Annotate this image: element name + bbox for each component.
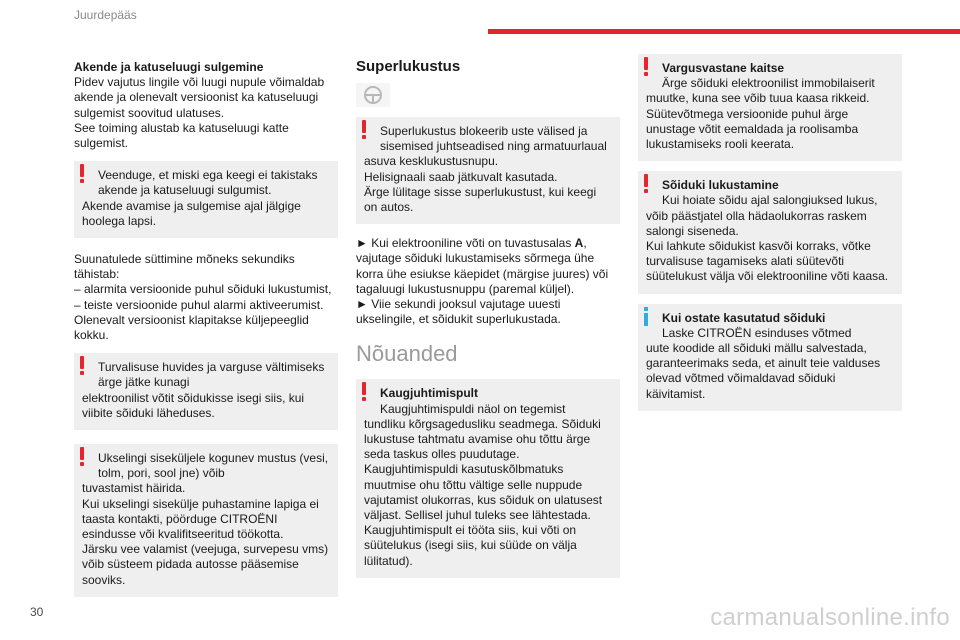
warning-box <box>356 117 620 224</box>
warning-text: Kui hoiate sõidu ajal salongiuksed lukus, <box>662 193 878 208</box>
warning-title: Kaugjuhtimispult <box>380 386 478 401</box>
intro-title: Akende ja katuseluugi sulgemine <box>74 60 264 74</box>
instruction-paragraph <box>356 236 620 327</box>
page-number: 30 <box>30 605 44 619</box>
watermark: carmanualsonline.info <box>710 604 950 631</box>
column-2 <box>356 58 620 578</box>
warning-box <box>74 444 338 597</box>
warning-text: Ukselingi siseküljele kogunev mustus (vesi, tolm, pori, sool jne) võib <box>98 451 329 481</box>
instruction-text: , vajutage sõiduki lukustamiseks sõrmega ühe korra ühe esiukse käepidet (märgise juures) või tagaluugi lukustusnuppu (paremal küljel). ► Viie sekundi jooksul vajutage uuesti ukselingile, et sõidukit superlukustada. <box>356 236 609 327</box>
info-icon <box>641 307 651 327</box>
warning-text: võib päästjatel olla hädaolukorras raskem salongi siseneda. Kui lahkute sõidukist kasvõi korraks, võtke turvalisuse tagamiseks alati süütevõti süütelukust välja või elektrooniline võti kaasa. <box>646 208 889 284</box>
steering-lock-icon <box>356 83 390 107</box>
info-title: Kui ostate kasutatud sõiduki <box>662 310 826 325</box>
info-text: Laske CITROËN esinduses võtmed <box>662 325 852 340</box>
warning-box <box>638 54 902 161</box>
warning-icon <box>359 120 369 140</box>
warning-text: Ärge sõiduki elektroonilist immobilaiserit <box>662 76 875 91</box>
header-accent-bar <box>488 29 960 34</box>
section-title-advice: Nõuanded <box>356 341 458 367</box>
warning-icon <box>641 174 651 194</box>
warning-icon <box>77 447 87 467</box>
warning-text: Kaugjuhtimispuldi näol on tegemist <box>380 401 566 416</box>
section-title: Superlukustus <box>356 58 461 75</box>
column-3 <box>638 54 902 411</box>
intro-body: Pidev vajutus lingile või luugi nupule võimaldab akende ja olenevalt versioonist ka katuseluugi sulgemist soovitud ulatuses. See toiming alustab ka katuseluugi katte sulgemist. <box>74 75 325 151</box>
warning-box <box>356 379 620 577</box>
warning-title: Sõiduki lukustamine <box>662 178 779 193</box>
zone-label: A <box>574 236 584 251</box>
warning-title: Vargusvastane kaitse <box>662 61 785 75</box>
header-title: Juurdepääs <box>74 8 137 22</box>
warning-box <box>638 171 902 293</box>
instruction-text: ► Kui elektrooniline võti on tuvastusalas <box>356 236 575 251</box>
warning-text: tundliku kõrgsagedusliku seadmega. Sõiduki lukustuse tahtmatu avamise ohu tõttu ärge seda taskus olles puudutage. Kaugjuhtimispuldi kasutuskõlbmatuks muutmise ohu tõttu vältige selle nuppude vajutamist olukorras, kus sõiduk on ulatusest väljast. Sellisel juhul tuleks see lähtestada. Kaugjuhtimispult ei tööta siis, kui võti on süütelukus (isegi siis, kui süüde on välja lülitatud). <box>364 416 603 568</box>
warning-icon <box>359 382 369 402</box>
warning-icon <box>77 356 87 376</box>
warning-text: Turvalisuse huvides ja varguse vältimiseks ärge jätke kunagi <box>98 360 325 390</box>
warning-text: Akende avamise ja sulgemise ajal jälgige hoolega lapsi. <box>82 198 301 228</box>
column-1 <box>74 60 338 597</box>
warning-box <box>74 353 338 430</box>
warning-text: tuvastamist häirida. Kui ukselingi sisekülje puhastamine lapiga ei taasta kontakti, pöörduge CITROËNI esindusse või kvalifitseeritud töökotta. Järsku vee valamist (veejuga, survepesu vms) võib süsteem pidada autosse pääsemise sooviks. <box>82 481 329 587</box>
warning-icon <box>641 57 651 77</box>
warning-box <box>74 161 338 238</box>
warning-text: asuva kesklukustusnupu. Helisignaali saab jätkuvalt kasutada. Ärge lülitage sisse superlukustust, kui keegi on autos. <box>364 154 597 215</box>
warning-text: elektroonilist võtit sõidukisse isegi siis, kui viibite sõiduki läheduses. <box>82 390 305 420</box>
warning-text: Superlukustus blokeerib uste välised ja sisemised juhtseadised ning armatuurlaual <box>380 124 607 154</box>
warning-text: Veenduge, et miski ega keegi ei takistaks akende ja katuseluugi sulgumist. <box>98 168 318 198</box>
info-box <box>638 304 902 411</box>
warning-icon <box>77 164 87 184</box>
warning-text: muutke, kuna see võib tuua kaasa rikkeid. Süütevõtmega versioonide puhul ärge unustage võtit eemaldada ja roolisamba lukustamiseks rooli keerata. <box>646 91 870 152</box>
paragraph: Suunatulede süttimine mõneks sekundiks tähistab: – alarmita versioonide puhul sõiduki lukustumist, – teiste versioonide puhul alarmi aktiveerumist. Olenevalt versioonist klapitakse küljepeeglid kokku. <box>74 252 332 343</box>
info-text: uute koodide all sõiduki mällu salvestada, garanteerimaks seda, et ainult teie valduses olevad võtmed võimaldavad sõiduki käivitamist. <box>646 341 881 401</box>
